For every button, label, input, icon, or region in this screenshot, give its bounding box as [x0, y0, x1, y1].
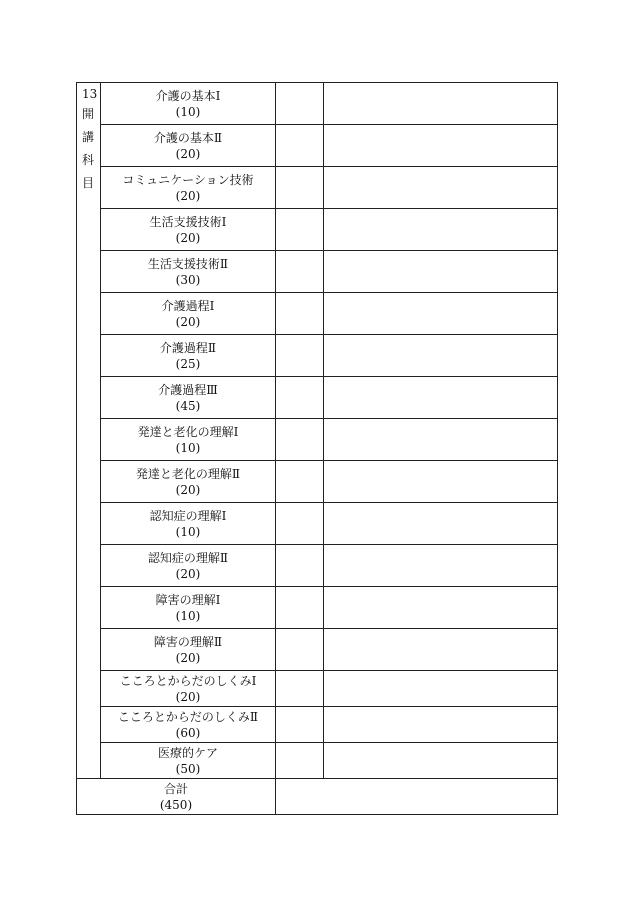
blank-cell: [276, 587, 324, 629]
subject-hours: (50): [175, 761, 201, 776]
blank-cell: [324, 335, 558, 377]
blank-cell: [276, 251, 324, 293]
subject-cell: [101, 293, 276, 335]
blank-cell: [324, 125, 558, 167]
subject-hours: (10): [175, 104, 201, 119]
blank-cell: [324, 743, 558, 779]
subject-name: 介護の基本Ⅱ: [153, 130, 223, 145]
subject-cell: [101, 503, 276, 545]
blank-cell: [276, 167, 324, 209]
subject-name: 介護過程Ⅱ: [159, 340, 217, 355]
curriculum-table: [76, 82, 558, 815]
blank-cell: [324, 545, 558, 587]
table-row: [77, 209, 558, 251]
side-label-cell: [77, 83, 101, 779]
subject-name: こころとからだのしくみⅡ: [117, 709, 259, 724]
blank-cell: [324, 461, 558, 503]
subject-name: 介護過程Ⅲ: [158, 382, 218, 397]
subject-cell: [101, 125, 276, 167]
blank-cell: [324, 251, 558, 293]
subject-name: 生活支援技術Ⅰ: [149, 214, 227, 229]
table-row: [77, 671, 558, 707]
blank-cell: [324, 671, 558, 707]
side-label-number: 13: [82, 87, 98, 101]
blank-cell: [324, 209, 558, 251]
table-row: [77, 587, 558, 629]
blank-cell: [276, 743, 324, 779]
total-label: 合計: [163, 781, 188, 796]
subject-hours: (25): [175, 356, 201, 371]
blank-cell: [276, 83, 324, 125]
subject-hours: (20): [175, 314, 201, 329]
subject-hours: (10): [175, 524, 201, 539]
subject-cell: [101, 743, 276, 779]
table-row: [77, 335, 558, 377]
side-label-char: 科: [82, 153, 95, 167]
subject-hours: (10): [175, 440, 201, 455]
subject-name: 医療的ケア: [157, 745, 218, 760]
subject-hours: (10): [175, 608, 201, 623]
subject-cell: [101, 209, 276, 251]
blank-cell: [276, 461, 324, 503]
subject-hours: (20): [175, 482, 201, 497]
blank-cell: [276, 125, 324, 167]
blank-cell: [276, 377, 324, 419]
subject-cell: [101, 671, 276, 707]
blank-cell: [276, 707, 324, 743]
subject-cell: [101, 377, 276, 419]
blank-cell: [324, 707, 558, 743]
table-row: [77, 419, 558, 461]
subject-hours: (20): [175, 689, 201, 704]
table-row: [77, 743, 558, 779]
blank-cell: [276, 335, 324, 377]
blank-cell: [324, 419, 558, 461]
blank-cell: [324, 83, 558, 125]
blank-cell: [324, 587, 558, 629]
subject-name: 介護過程Ⅰ: [161, 298, 215, 313]
subject-hours: (20): [175, 188, 201, 203]
table-row: [77, 545, 558, 587]
table-row: [77, 251, 558, 293]
subject-hours: (60): [175, 725, 201, 740]
subject-name: 発達と老化の理解Ⅱ: [135, 466, 241, 481]
blank-cell: [276, 545, 324, 587]
subject-cell: [101, 707, 276, 743]
subject-name: 障害の理解Ⅱ: [153, 634, 223, 649]
subject-cell: [101, 461, 276, 503]
side-label-char: 講: [82, 130, 95, 144]
table-row: [77, 293, 558, 335]
subject-name: 障害の理解Ⅰ: [155, 592, 221, 607]
subject-name: 生活支援技術Ⅱ: [147, 256, 229, 271]
blank-cell: [276, 779, 558, 815]
side-label-char: 開: [82, 107, 95, 121]
table-row: [77, 125, 558, 167]
table-row: [77, 167, 558, 209]
subject-hours: (20): [175, 230, 201, 245]
blank-cell: [324, 293, 558, 335]
blank-cell: [276, 209, 324, 251]
total-row: [77, 779, 558, 815]
subject-cell: [101, 335, 276, 377]
table-row: [77, 83, 558, 125]
side-label-char: 目: [82, 176, 95, 190]
subject-cell: [101, 83, 276, 125]
subject-name: 認知症の理解Ⅱ: [147, 550, 229, 565]
blank-cell: [276, 293, 324, 335]
subject-cell: [101, 251, 276, 293]
blank-cell: [276, 419, 324, 461]
subject-hours: (20): [175, 146, 201, 161]
blank-cell: [324, 503, 558, 545]
subject-hours: (20): [175, 650, 201, 665]
subject-cell: [101, 587, 276, 629]
table-row: [77, 503, 558, 545]
blank-cell: [324, 167, 558, 209]
total-cell: [77, 779, 276, 815]
subject-cell: [101, 167, 276, 209]
subject-cell: [101, 419, 276, 461]
subject-name: 介護の基本Ⅰ: [155, 88, 221, 103]
blank-cell: [276, 503, 324, 545]
blank-cell: [324, 377, 558, 419]
subject-name: こころとからだのしくみⅠ: [119, 673, 257, 688]
subject-hours: (20): [175, 566, 201, 581]
subject-hours: (30): [175, 272, 201, 287]
total-hours: (450): [159, 797, 193, 812]
table-row: [77, 461, 558, 503]
subject-hours: (45): [175, 398, 201, 413]
table-row: [77, 377, 558, 419]
subject-name: 発達と老化の理解Ⅰ: [137, 424, 239, 439]
subject-name: 認知症の理解Ⅰ: [149, 508, 227, 523]
blank-cell: [324, 629, 558, 671]
blank-cell: [276, 671, 324, 707]
subject-cell: [101, 545, 276, 587]
blank-cell: [276, 629, 324, 671]
subject-cell: [101, 629, 276, 671]
table-row: [77, 707, 558, 743]
table-row: [77, 629, 558, 671]
subject-name: コミュニケーション技術: [122, 172, 254, 187]
